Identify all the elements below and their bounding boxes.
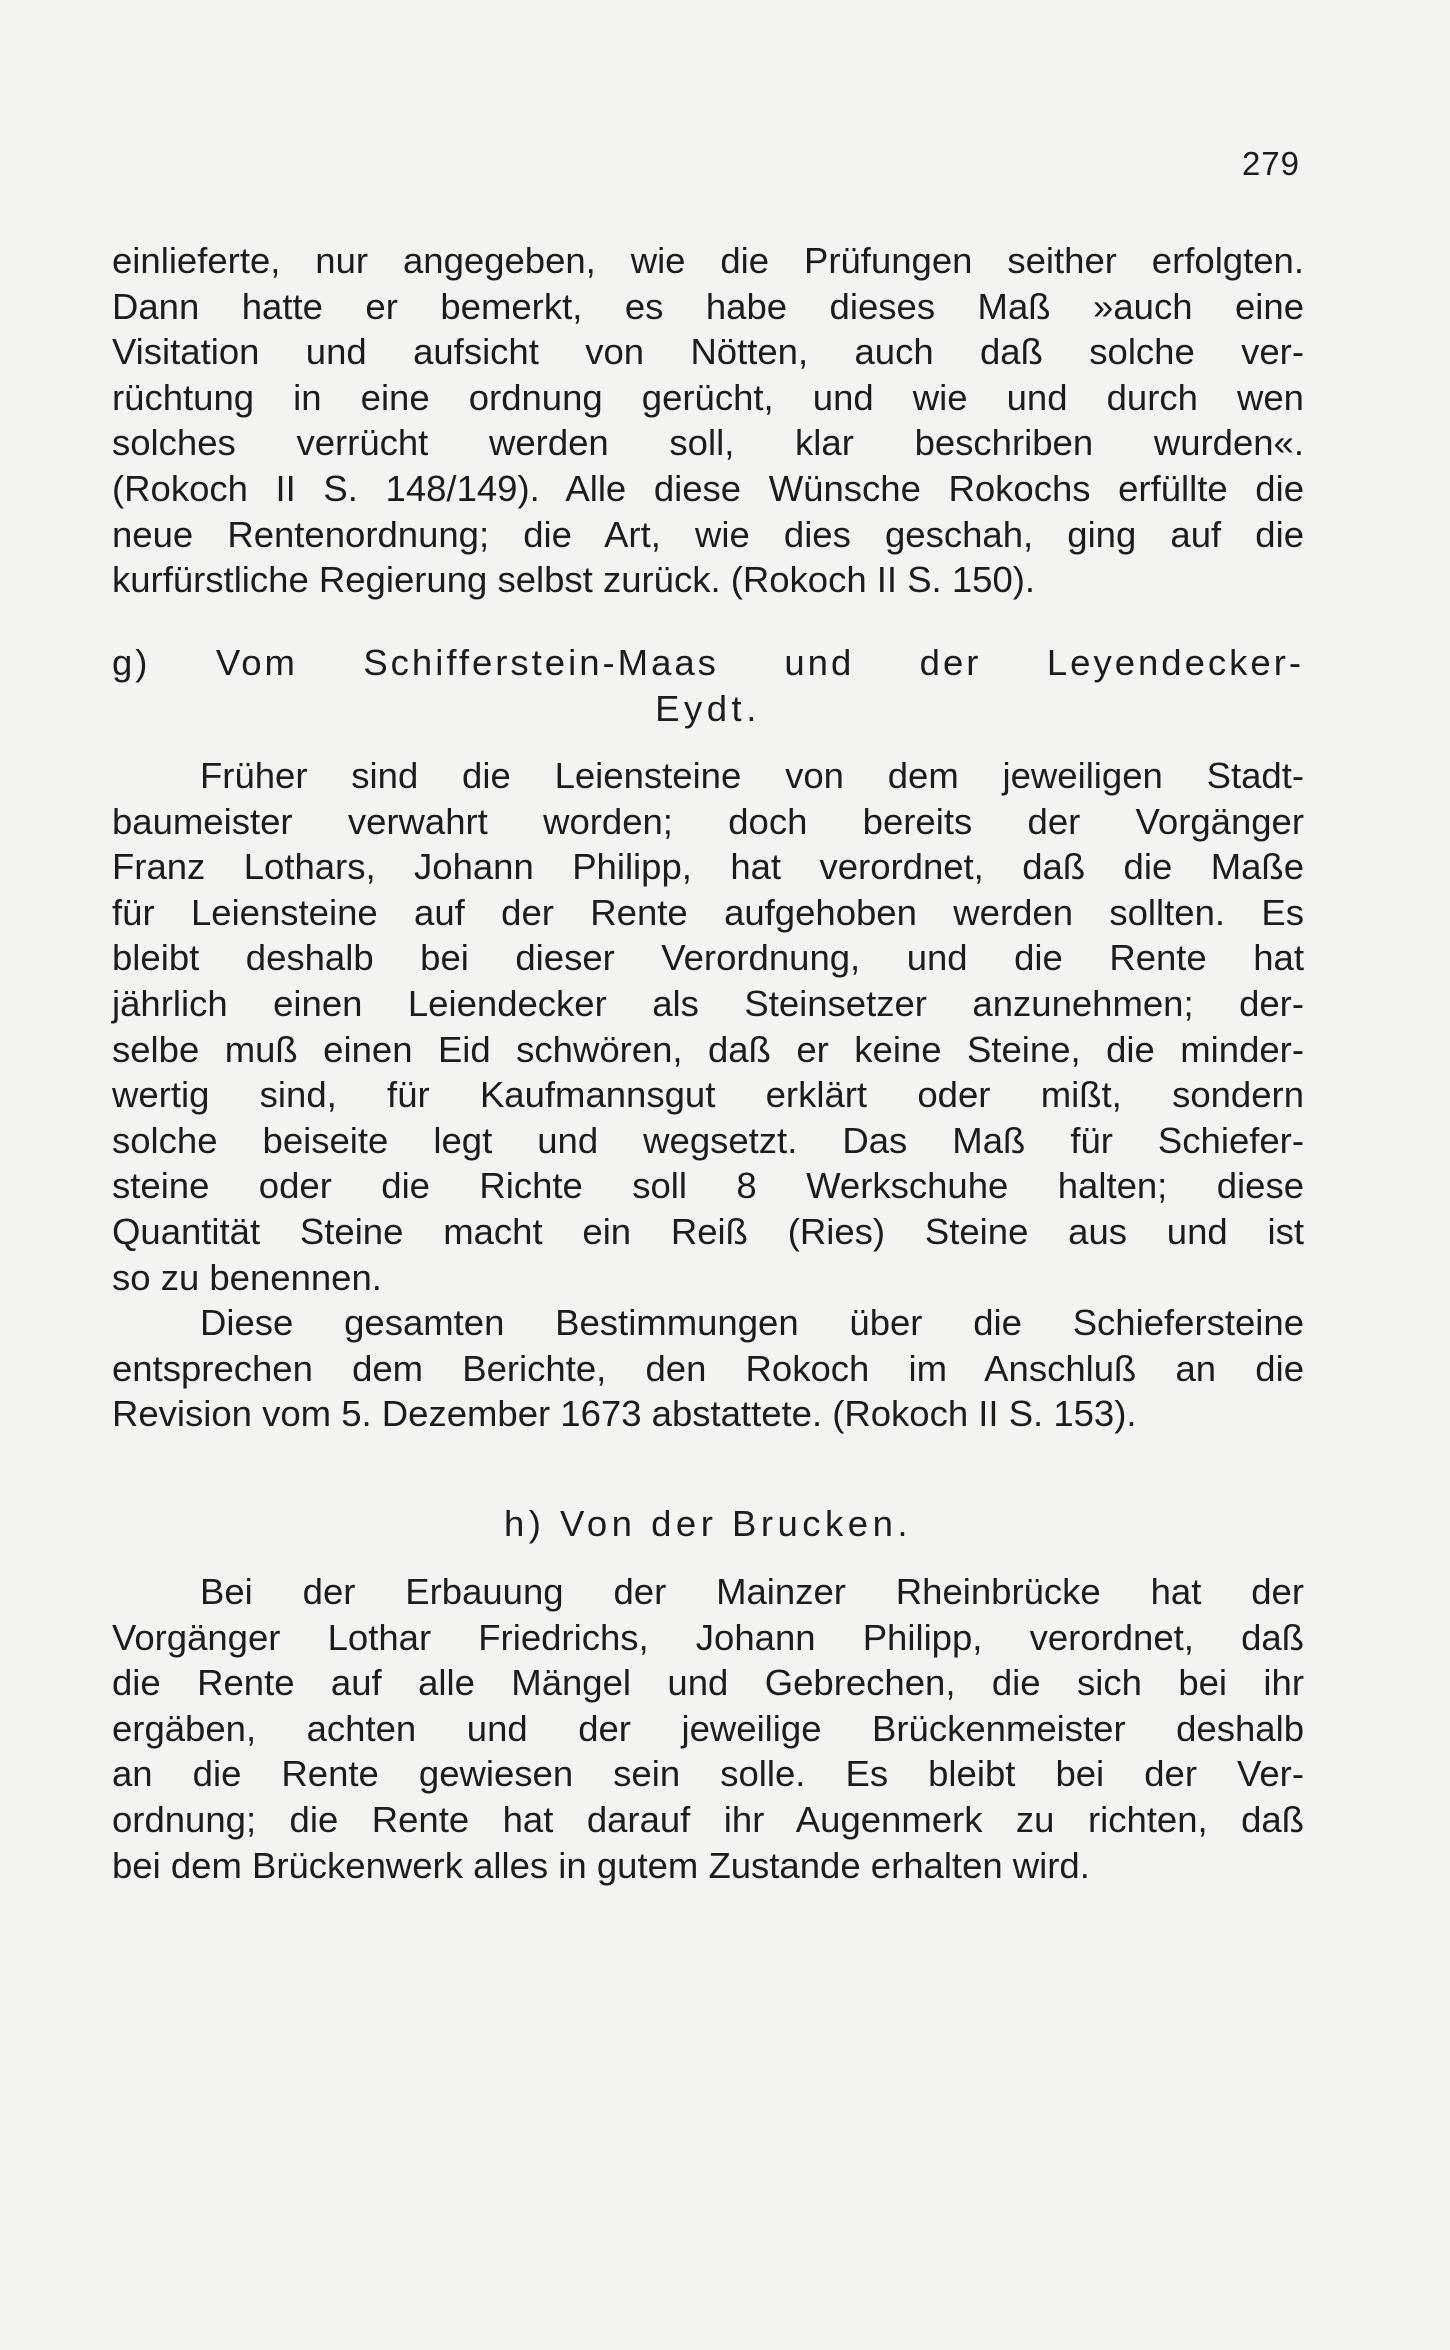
text-line: Franz Lothars, Johann Philipp, hat verordnet, daß die Maße [112, 846, 1304, 888]
section-heading-g [112, 640, 1304, 731]
section-g-body [112, 753, 1304, 1437]
text-line: Dann hatte er bemerkt, es habe dieses Maß »auch eine [112, 285, 1304, 327]
text-line: solches verrücht werden soll, klar beschriben wurden«. [112, 422, 1304, 464]
text-line: bei dem Brückenwerk alles in gutem Zustande erhalten wird. [112, 1844, 1090, 1886]
text-line: neue Rentenordnung; die Art, wie dies geschah, ging auf die [112, 513, 1304, 555]
text-line: entsprechen dem Berichte, den Rokoch im Anschluß an die [112, 1347, 1304, 1389]
text-line: Vorgänger Lothar Friedrichs, Johann Philipp, verordnet, daß [112, 1616, 1304, 1658]
page-number: 279 [1241, 145, 1300, 182]
text-line: solche beiseite legt und wegsetzt. Das Maß für Schiefer- [112, 1119, 1304, 1161]
text-line: baumeister verwahrt worden; doch bereits der Vorgänger [112, 800, 1304, 842]
text-line: wertig sind, für Kaufmannsgut erklärt oder mißt, sondern [112, 1074, 1304, 1116]
text-line: bleibt deshalb bei dieser Verordnung, und die Rente hat [112, 937, 1304, 979]
section-heading-line: Eydt. [655, 687, 761, 729]
section-heading-line: h) Von der Brucken. [503, 1503, 913, 1544]
text-line: Visitation und aufsicht von Nötten, auch daß solche ver- [112, 331, 1304, 373]
text-line: ergäben, achten und der jeweilige Brückenmeister deshalb [112, 1707, 1304, 1749]
text-line: selbe muß einen Eid schwören, daß er keine Steine, die minder- [112, 1028, 1304, 1070]
text-line: Quantität Steine macht ein Reiß (Ries) Steine aus und ist [112, 1210, 1304, 1252]
text-line: kurfürstliche Regierung selbst zurück. (Rokoch II S. 150). [112, 559, 1036, 601]
text-line: die Rente auf alle Mängel und Gebrechen, die sich bei ihr [112, 1662, 1304, 1704]
text-line: steine oder die Richte soll 8 Werkschuhe halten; diese [112, 1165, 1304, 1207]
text-line: rüchtung in eine ordnung gerücht, und wie und durch wen [112, 376, 1304, 418]
text-line: für Leiensteine auf der Rente aufgehoben werden sollten. Es [112, 891, 1304, 933]
text-line: (Rokoch II S. 148/149). Alle diese Wünsche Rokochs erfüllte die [112, 467, 1304, 509]
text-line: Früher sind die Leiensteine von dem jeweiligen Stadt- [200, 755, 1304, 796]
section-heading-line: g) Vom Schifferstein-Maas und der Leyendecker- [112, 642, 1304, 683]
text-line: jährlich einen Leiendecker als Steinsetzer anzunehmen; der- [112, 982, 1304, 1024]
text-line: ordnung; die Rente hat darauf ihr Augenmerk zu richten, daß [112, 1798, 1304, 1840]
section-h-body [112, 1569, 1304, 1888]
text-line: einlieferte, nur angegeben, wie die Prüfungen seither erfolgten. [112, 240, 1304, 281]
text-line: Diese gesamten Bestimmungen über die Schiefersteine [200, 1302, 1304, 1344]
text-line: Revision vom 5. Dezember 1673 abstattete. (Rokoch II S. 153). [112, 1393, 1137, 1435]
text-line: so zu benennen. [112, 1256, 382, 1298]
section-heading-h [112, 1501, 1304, 1547]
text-line: an die Rente gewiesen sein solle. Es bleibt bei der Ver- [112, 1753, 1304, 1795]
text-line: Bei der Erbauung der Mainzer Rheinbrücke hat der [200, 1571, 1304, 1612]
paragraph-rentenordnung [112, 238, 1304, 603]
